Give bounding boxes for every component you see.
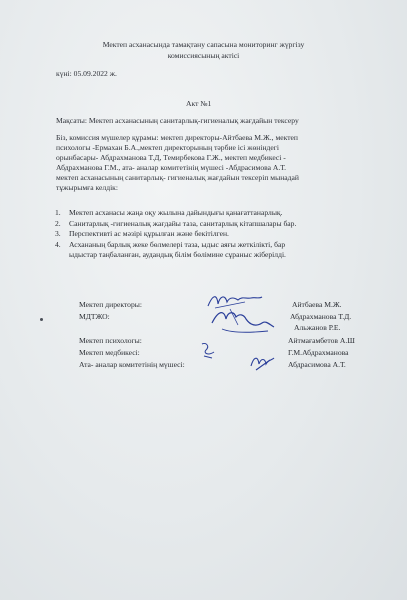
finding-item bbox=[55, 229, 365, 239]
finding-text: ыдыстар таңбаланған, аудандық білім бөлімине сұраныс жіберілді. bbox=[69, 250, 286, 260]
finding-number: 4. bbox=[55, 239, 61, 249]
finding-number: 2. bbox=[55, 218, 61, 228]
body-line: орынбасары- Абдрахманова Т.Д, Темирбекова Г.Ж., мектеп медбикесі - bbox=[56, 153, 286, 162]
body-line: Абдрахманова Г.М., ата- аналар комитетінің мүшесі -Абдрасимова А.Т. bbox=[56, 163, 287, 172]
handwritten-signature bbox=[248, 352, 278, 374]
act-title: Акт №1 bbox=[186, 99, 212, 108]
finding-item bbox=[55, 240, 365, 250]
signature-role: Мектеп медбикесі: bbox=[79, 348, 140, 357]
findings-list bbox=[55, 208, 365, 261]
signature-role: МДТЖО: bbox=[79, 312, 110, 321]
signature-role: Ата- аналар комитетінің мүшесі: bbox=[79, 360, 185, 369]
signature-name: Айтмағамбетов А.Ш bbox=[288, 336, 355, 345]
signature-name: Абдрасимова А.Т. bbox=[288, 360, 346, 369]
finding-text: Асхананың барлық жеке бөлмелері таза, ыдыс аяғы жеткілікті, бар bbox=[69, 239, 286, 249]
handwritten-signature bbox=[208, 303, 278, 337]
signature-name: Айтбаева М.Ж. bbox=[292, 300, 342, 309]
body-line: Біз, комиссия мүшелер құрамы: мектеп директоры-Айтбаева М.Ж., мектеп bbox=[56, 133, 298, 142]
signature-name: Альжанов Р.Е. bbox=[294, 323, 341, 332]
finding-text: Мектеп асханасы жаңа оқу жылына дайындығы қанағаттанарлық. bbox=[69, 208, 283, 217]
header-line-2: комиссиясының актісі bbox=[167, 51, 240, 60]
body-line: психологы -Ермахан Б.А.,мектеп директорының тәрбие ісі жөніндегі bbox=[56, 143, 279, 152]
finding-item bbox=[55, 250, 365, 260]
signature-name: Г.М.Абдрахманова bbox=[288, 348, 349, 357]
signature-role: Мектеп психологы: bbox=[79, 336, 142, 345]
finding-number: 1. bbox=[55, 208, 61, 217]
header-line-1: Мектеп асханасында тамақтану сапасына мониторинг жүргізу bbox=[102, 40, 305, 49]
finding-item bbox=[55, 208, 365, 218]
signature-role: Мектеп директоры: bbox=[79, 300, 142, 309]
act-purpose: Мақсаты: Мектеп асханасының санитарлық-гигиеналық жағдайын тексеру bbox=[56, 116, 299, 125]
finding-text: Санитарлық -гигиеналық жағдайы таза, санитарлық кітапшалары бар. bbox=[69, 218, 297, 228]
act-date: күні: 05.09.2022 ж. bbox=[56, 69, 117, 78]
ink-dot bbox=[40, 318, 43, 321]
handwritten-signature bbox=[198, 340, 220, 360]
finding-item bbox=[55, 219, 365, 229]
body-line: мектеп асханасының санитарлық- гигиеналық жағдайын тексеріп мынадай bbox=[56, 173, 299, 182]
finding-number: 3. bbox=[55, 229, 61, 239]
body-line: тұжырымға келдік: bbox=[56, 183, 118, 192]
signature-name: Абдрахманова Т.Д. bbox=[290, 312, 352, 321]
finding-text: Перспективті ас мәзірі құрылған және бекітілген. bbox=[69, 229, 229, 239]
